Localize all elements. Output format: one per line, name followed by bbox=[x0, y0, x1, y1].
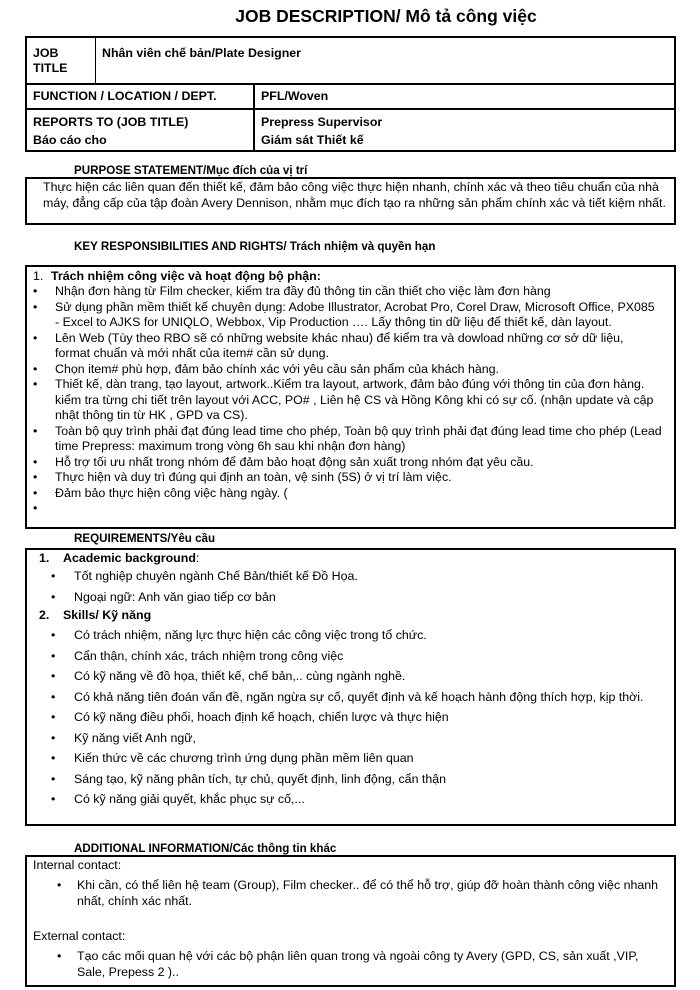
academic-number: 1. bbox=[39, 551, 50, 565]
bullet-icon: • bbox=[51, 669, 56, 683]
responsibility-item bbox=[27, 284, 662, 300]
academic-items bbox=[51, 566, 662, 608]
reports-to-label: REPORTS TO (JOB TITLE) bbox=[33, 115, 189, 129]
responsibility-item-text: Toàn bộ quy trình phải đạt đúng lead time cho phép, Toàn bộ quy trình phải đạt đúng lead time cho phép (Lead time Prepress: maximum trong vòng 6h sau khi nhận đơn hàng) bbox=[55, 423, 662, 453]
skill-item bbox=[51, 731, 662, 747]
responsibility-item bbox=[27, 424, 662, 455]
responsibility-item bbox=[27, 470, 662, 486]
skill-item-text: Kiến thức về các chương trình ứng dụng phần mềm liên quan bbox=[74, 751, 414, 765]
skill-item bbox=[51, 669, 662, 685]
responsibility-item-text: Đảm bảo thực hiện công việc hàng ngày. ( bbox=[55, 485, 288, 500]
responsibility-item bbox=[27, 362, 662, 378]
requirements-list bbox=[27, 551, 662, 808]
academic-title-suffix: : bbox=[195, 551, 200, 565]
bullet-icon: • bbox=[33, 377, 38, 391]
job-title-value: Nhân viên chế bản/Plate Designer bbox=[102, 46, 302, 60]
purpose-box bbox=[25, 177, 676, 225]
academic-item bbox=[51, 566, 662, 587]
bullet-icon: • bbox=[33, 299, 38, 314]
bullet-icon: • bbox=[51, 628, 56, 642]
academic-item-text: Ngoại ngữ: Anh văn giao tiếp cơ bản bbox=[74, 590, 276, 604]
skills-title: Skills/ Kỹ năng bbox=[63, 608, 152, 622]
job-info-table bbox=[25, 36, 676, 152]
skill-item-text: Sáng tạo, kỹ năng phân tích, tự chủ, quyết định, linh động, cẩn thận bbox=[74, 771, 447, 786]
skill-item bbox=[51, 628, 662, 644]
reports-to-label-cell bbox=[27, 110, 255, 150]
bullet-icon: • bbox=[51, 590, 56, 604]
responsibility-items bbox=[27, 284, 662, 516]
job-title-label: JOB TITLE bbox=[27, 38, 96, 83]
skill-item-text: Có khả năng tiên đoán vấn đề, ngăn ngừa sự cố, quyết định và kế hoạch hành động thích hợp, kịp thời. bbox=[74, 689, 644, 704]
skills-number: 2. bbox=[39, 608, 50, 622]
academic-item bbox=[51, 587, 662, 608]
reports-to-value-vi: Giám sát Thiết kế bbox=[261, 133, 364, 147]
skills-items bbox=[51, 628, 662, 808]
skills-section bbox=[27, 608, 662, 808]
skill-item bbox=[51, 690, 662, 706]
academic-title: Academic background bbox=[63, 551, 196, 565]
bullet-icon: • bbox=[51, 689, 56, 704]
section-title: Trách nhiệm công việc và hoạt động bộ phận: bbox=[51, 269, 321, 283]
external-contact-label: External contact: bbox=[33, 929, 126, 943]
responsibility-item-text: Thiết kế, dàn trang, tạo layout, artwork..Kiểm tra layout, artwork, đảm bảo đúng với thông tin của đơn hàng. kiểm tra từng chi tiết trên layout với ACC, PO# , Liên hệ CS và Hồng Kông khi có sự cố. (nhận update và cập nhật thông tin từ HK , GPD va CS). bbox=[55, 377, 654, 422]
responsibility-item-text: Chọn item# phù hợp, đảm bảo chính xác với yêu cầu sản phẩm của khách hàng. bbox=[55, 361, 499, 376]
requirements-box bbox=[25, 548, 676, 826]
skill-item-text: Có trách nhiệm, năng lực thực hiện các công việc trong tổ chức. bbox=[74, 628, 427, 642]
responsibility-item bbox=[27, 377, 662, 424]
responsibility-item bbox=[27, 455, 662, 471]
internal-contact-items bbox=[33, 878, 662, 909]
bullet-icon: • bbox=[33, 330, 38, 345]
skill-item-text: Có kỹ năng giải quyết, khắc phục sự cố,... bbox=[74, 792, 305, 806]
function-label: FUNCTION / LOCATION / DEPT. bbox=[27, 85, 255, 108]
bullet-icon: • bbox=[57, 878, 62, 892]
bullet-icon: • bbox=[33, 454, 38, 469]
skill-item bbox=[51, 751, 662, 767]
section-number: 1. bbox=[33, 269, 44, 283]
additional-box bbox=[25, 855, 676, 987]
function-value: PFL/Woven bbox=[261, 89, 329, 103]
bullet-icon: • bbox=[33, 470, 38, 484]
bullet-icon: • bbox=[57, 949, 62, 963]
responsibilities-heading: KEY RESPONSIBILITIES AND RIGHTS/ Trách nhiệm và quyền hạn bbox=[74, 240, 436, 253]
bullet-icon: • bbox=[51, 569, 56, 583]
external-contact-items bbox=[33, 949, 662, 980]
bullet-icon: • bbox=[33, 284, 38, 298]
academic-item-text: Tốt nghiệp chuyên ngành Chế Bản/thiết kế Đồ Họa. bbox=[74, 569, 358, 583]
reports-to-row bbox=[27, 108, 674, 150]
reports-to-value-cell bbox=[255, 110, 674, 150]
job-title-row bbox=[27, 38, 674, 83]
responsibilities-box bbox=[25, 265, 676, 529]
responsibility-item-text: Hỗ trợ tối ưu nhất trong nhóm để đảm bảo hoạt động sản xuất trong nhóm đạt yêu cầu. bbox=[55, 454, 534, 469]
skill-item bbox=[51, 710, 662, 726]
bullet-icon: • bbox=[51, 792, 56, 806]
skill-item-text: Cẩn thận, chính xác, trách nhiệm trong công việc bbox=[74, 648, 344, 663]
responsibility-item bbox=[27, 486, 662, 502]
bullet-icon: • bbox=[33, 423, 38, 438]
purpose-heading: PURPOSE STATEMENT/Mục đích của vị trí bbox=[74, 164, 308, 177]
bullet-icon: • bbox=[51, 648, 56, 663]
skill-item bbox=[51, 649, 662, 665]
skill-item-text: Kỹ năng viết Anh ngữ, bbox=[74, 730, 196, 745]
additional-heading: ADDITIONAL INFORMATION/Các thông tin khác bbox=[74, 842, 337, 855]
internal-contact-item bbox=[53, 878, 662, 909]
skill-item-text: Có kỹ năng điều phối, hoach định kế hoạch, chiến lược và thực hiện bbox=[74, 710, 449, 724]
responsibility-item-text: Sử dụng phần mềm thiết kế chuyên dụng: Adobe Illustrator, Acrobat Pro, Corel Draw, Microsoft Office, PX085 - Excel to AJKS for UNIQLO, Webbox, Vip Production …. Lấy thông tin dữ liệu để thiết kế, dàn layout. bbox=[55, 299, 655, 329]
requirements-heading: REQUIREMENTS/Yêu cầu bbox=[74, 532, 216, 545]
skill-item bbox=[51, 772, 662, 788]
external-contact-item-text: Tạo các mối quan hệ với các bộ phận liên quan trong và ngoài công ty Avery (GPD, CS, sản xuất ,VIP, Sale, Prepess 2 ).. bbox=[77, 949, 639, 979]
responsibility-item-text: Nhận đơn hàng từ Film checker, kiểm tra đầy đủ thông tin cần thiết cho việc làm đơn hàng bbox=[55, 284, 551, 298]
external-contact-item bbox=[53, 949, 662, 980]
internal-contact-item-text: Khi cần, có thể liên hệ team (Group), Film checker.. để có thể hỗ trợ, giúp đỡ hoàn thành công việc nhanh nhất, chính xác nhất. bbox=[77, 878, 659, 908]
function-row bbox=[27, 83, 674, 108]
bullet-icon: • bbox=[51, 730, 56, 745]
responsibility-item-text: Thực hiện và duy trì đúng qui định an toàn, vệ sinh (5S) ở vị trí làm việc. bbox=[55, 470, 452, 484]
document-title: JOB DESCRIPTION/ Mô tả công việc bbox=[235, 6, 537, 26]
internal-contact-label: Internal contact: bbox=[33, 858, 122, 872]
bullet-icon: • bbox=[33, 501, 38, 515]
reports-to-value: Prepress Supervisor bbox=[261, 115, 383, 129]
responsibility-section bbox=[27, 269, 662, 284]
responsibility-item-text: Lên Web (Tùy theo RBO sẽ có những website khác nhau) để kiểm tra và dowload những cơ sở dữ liệu, format chuẩn và mới nhất của item# cần sử dụng. bbox=[55, 330, 624, 360]
bullet-icon: • bbox=[33, 361, 38, 376]
bullet-icon: • bbox=[33, 485, 38, 500]
bullet-icon: • bbox=[51, 751, 56, 765]
bullet-icon: • bbox=[51, 710, 56, 724]
responsibilities-list bbox=[27, 269, 662, 284]
skill-item-text: Có kỹ năng về đồ họa, thiết kế, chế bản,.. cùng ngành nghề. bbox=[74, 669, 406, 683]
bullet-icon: • bbox=[51, 771, 56, 786]
responsibility-item bbox=[27, 331, 662, 362]
responsibility-item bbox=[27, 501, 662, 516]
responsibility-item bbox=[27, 300, 662, 331]
purpose-text: Thực hiện các liên quan đến thiết kế, đảm bảo công việc thực hiện nhanh, chính xác và theo tiêu chuẩn của nhà máy, đẳng cấp của tập đoàn Avery Dennison, nhằm mục đích tạo ra những sản phẩm chính xác và tiết kiệm nhất. bbox=[43, 180, 666, 210]
reports-to-label-vi: Báo cáo cho bbox=[33, 133, 107, 147]
skill-item bbox=[51, 792, 662, 808]
academic-section bbox=[27, 551, 662, 608]
